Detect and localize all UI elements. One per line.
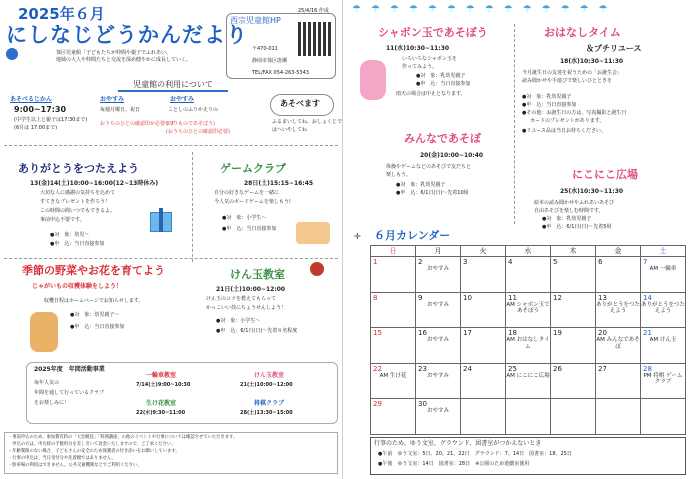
- calendar-day-number: 22: [373, 364, 382, 373]
- note-1: ・事前申込のため、参加費有料の「大会競技」「料理講座」の他のイベントや行事については確認させていただきます。: [8, 435, 238, 440]
- calendar-day-event: ありがとうをつたえよう: [641, 301, 686, 315]
- divider-vertical: [192, 152, 193, 262]
- minna-date: 20(金)10:00~10:40: [420, 152, 484, 159]
- kendama-icon: [310, 262, 324, 276]
- bubbles-line-1: いろいろなシャボン玉を: [402, 56, 457, 62]
- bubbles-note: 雨天の場合は中止となります。: [396, 91, 466, 97]
- bubbles-line-2: 作ってみよう。: [402, 64, 438, 70]
- calendar-day-cell: [551, 399, 596, 435]
- calendar-day-cell: [596, 292, 641, 328]
- calendar-day-number: 5: [553, 258, 558, 266]
- postal-code: 〒470-011: [252, 46, 278, 52]
- schedule-intro-2: 年間を通して行っているクラブ: [34, 390, 105, 396]
- calendar-day-cell: [551, 257, 596, 293]
- calendar-day-number: 17: [463, 329, 472, 338]
- nikoniko-apply: ●申 込：6/1日(日)～先着5組: [542, 224, 612, 230]
- calendar-day-cell: [416, 257, 461, 293]
- game-target: ●対 象：小学生～: [222, 215, 267, 221]
- calendar-day-number: 16: [418, 329, 427, 338]
- calendar-day-number: 15: [373, 329, 382, 338]
- calendar-day-number: 29: [373, 400, 382, 409]
- calendar-day-cell: [596, 257, 641, 293]
- minna-target: ●対 象：乳幼児親子: [396, 182, 446, 188]
- play-hours-note-1: (中学生以上と親子は17:30まで): [14, 117, 88, 123]
- calendar-day-cell: [551, 292, 596, 328]
- game-title: ゲームクラブ: [220, 162, 286, 175]
- game-date: 28日(土)15:15~16:45: [244, 180, 314, 187]
- veg-apply: ●申 込：当日直接参加: [70, 324, 125, 330]
- schedule-item-2-name: けん玉教室: [254, 372, 285, 379]
- veg-subtitle: じゃがいもの収穫体験をしよう！: [32, 283, 123, 290]
- bubbles-title: シャボン玉であそぼう: [378, 26, 488, 39]
- calendar-day-number: 30: [418, 400, 427, 409]
- weekday-wed: 水: [506, 246, 551, 257]
- minna-line-2: 楽しもう。: [386, 172, 412, 178]
- minna-line-1: 体操やゲームなどのあそびで友だちと: [386, 164, 472, 170]
- calendar-day-number: 12: [553, 293, 562, 302]
- game-line-2: 今人気のボードゲームを楽しもう!: [214, 199, 291, 205]
- calendar-day-cell: [506, 257, 551, 293]
- june-calendar: [370, 245, 686, 435]
- calendar-day-number: 9: [418, 293, 423, 302]
- weekday-tue: 火: [461, 246, 506, 257]
- schedule-item-3-date: 22(水)9:30~11:00: [136, 410, 186, 416]
- story-line-1: 今月誕生日の友達を祝うための「お誕生会」: [522, 70, 623, 76]
- bubble-note-2: はへいやしてね: [272, 127, 308, 133]
- thanks-line-4: 事前申込不要です。: [40, 217, 85, 223]
- newsletter-title: にしなじどうかんだより: [6, 23, 248, 47]
- calendar-day-cell: [371, 257, 416, 293]
- nikoniko-line-1: 絵本の読み聞かせやふれあいあそび: [534, 200, 615, 206]
- thanks-date: 13(金)14(土)10:00~16:00(12~13時休み): [30, 180, 159, 187]
- weekday-sun: 日: [371, 246, 416, 257]
- schedule-intro-1: 毎年人気の: [34, 380, 60, 386]
- bubbles-apply: ●申 込：当日直接参加: [416, 81, 471, 87]
- calendar-day-event: AM シャボン玉であそぼう: [506, 301, 550, 315]
- logo-icon: [6, 48, 18, 60]
- calendar-day-cell: [461, 257, 506, 293]
- calendar-weekday-row: [371, 246, 686, 257]
- who-line: 毎週月曜日、祝日: [100, 107, 141, 113]
- play-hours: 9:00~17:30: [14, 105, 67, 114]
- calendar-day-cell: [641, 399, 686, 435]
- calendar-day-number: 1: [373, 258, 378, 266]
- kids-playing-illustration: [296, 222, 330, 244]
- weekday-mon: 月: [416, 246, 461, 257]
- calendar-day-number: 10: [463, 293, 472, 302]
- calendar-day-event: AM 生け花: [379, 372, 407, 379]
- calendar-day-number: 27: [598, 364, 607, 373]
- who-note: おうちのひとの確認印が必要です: [100, 121, 176, 127]
- greeting-line-1: 葵区児童館「子どもたちが仲間や親子でふれあい、: [56, 50, 172, 56]
- kendama-target: ●対 象：小学生～: [216, 318, 261, 324]
- calendar-day-cell: [371, 399, 416, 435]
- calendar-day-number: 14: [643, 293, 652, 302]
- date-issued: 25/4/16 作成: [298, 8, 329, 14]
- calendar-footer-line-2: ●午後 ゆう文室：14日 図書室：28日 ※公園のため遊戯室使用: [378, 461, 530, 467]
- story-date: 18(水)10:30~11:30: [560, 58, 624, 65]
- who-title: おやすみ: [100, 96, 125, 103]
- story-apply: ●申 込：当日直接参加: [522, 102, 577, 108]
- thanks-title: ありがとうをつたえよう: [18, 162, 139, 175]
- story-title: おはなしタイム: [544, 26, 621, 39]
- calendar-title: ６月カレンダー: [374, 229, 451, 242]
- nikoniko-line-2: 自由あそびを楽しむ時間です。: [534, 208, 604, 214]
- calendar-day-number: 6: [598, 258, 603, 266]
- calendar-footer-title: 行事のため、ゆう文室、グラウンド、図書室がつかえないとき: [374, 440, 542, 447]
- minna-apply: ●申 込：6/1日(日)～先着10組: [396, 190, 469, 196]
- thanks-line-1: 大切な人に感謝の気持ちを込めて: [40, 190, 116, 196]
- schedule-item-1-name: 一輪車教室: [146, 372, 177, 379]
- calendar-day-cell: [371, 363, 416, 399]
- calendar-day-cell: [641, 328, 686, 364]
- calendar-day-number: 24: [463, 364, 472, 373]
- bubbles-target: ●対 象：乳幼児親子: [416, 73, 466, 79]
- calendar-day-cell: [461, 328, 506, 364]
- calendar-day-cell: [551, 328, 596, 364]
- calendar-day-cell: [506, 363, 551, 399]
- kendama-line-2: かっこいい技にちょうせんしよう！: [206, 305, 287, 311]
- schedule-title: 2025年度 年間活動事業: [34, 366, 105, 373]
- calendar-day-number: 25: [508, 364, 517, 373]
- usage-title: 児童館の利用について: [118, 80, 228, 92]
- thanks-line-2: すてきなプレゼントを作ろう！: [40, 199, 110, 205]
- schedule-item-4-date: 28(土)13:30~15:00: [240, 410, 293, 416]
- thanks-target: ●対 象：幼児～: [50, 232, 90, 238]
- calendar-day-cell: [551, 363, 596, 399]
- schedule-item-2-date: 21(土)10:00~12:00: [240, 382, 293, 388]
- calendar-day-cell: [596, 399, 641, 435]
- story-note-3: ●リユース品は当日お持ちください。: [522, 128, 607, 134]
- calendar-day-event: ありがとうをつたえよう: [596, 301, 641, 315]
- play-bubble-text: あそべます: [280, 99, 320, 108]
- veg-target: ●対 象：幼児親子～: [70, 312, 120, 318]
- story-line-2: 読み聞かせや手遊びで楽しいひとときを: [522, 78, 613, 84]
- note-2: 申込の方は、申込時の手数料分を差し引いて返金いたしますので、ご了承ください。: [8, 442, 176, 447]
- story-target: ●対 象：乳幼児親子: [522, 94, 572, 100]
- calendar-day-number: 13: [598, 293, 607, 302]
- note-4: ・行事の申込は、当日受付分や先着順ではありません。: [8, 456, 116, 461]
- closed-note-2: (おうちのひとの確認印必要): [166, 129, 230, 135]
- calendar-day-cell: [371, 292, 416, 328]
- center-name[interactable]: 西宗児童館HP: [230, 16, 281, 25]
- thanks-apply: ●申 込：当日直接参加: [50, 241, 105, 247]
- story-note-1: ●その他：お誕生日の方は、写真撮影と誕生日: [522, 110, 627, 116]
- calendar-day-number: 18: [508, 329, 517, 338]
- bubble-note-1: ふるまいしてね、おしょくじで: [272, 119, 343, 125]
- calendar-week-row: [371, 328, 686, 364]
- kendama-date: 21日(土)10:00~12:00: [216, 286, 286, 293]
- farmer-illustration: [30, 312, 58, 352]
- veg-title: 季節の野菜やお花を育てよう: [22, 264, 165, 277]
- schedule-item-3-name: 生け花教室: [146, 400, 177, 407]
- calendar-day-cell: [641, 257, 686, 293]
- bubbles-date: 11(水)10:30~11:30: [386, 45, 450, 52]
- calendar-day-event: おやすみ: [426, 266, 449, 272]
- veg-line-1: 収穫日程はホームページでお知らせします。: [44, 298, 144, 304]
- calendar-day-number: 11: [508, 293, 517, 302]
- story-note-2: カードのプレゼントがあります。: [530, 118, 605, 124]
- calendar-day-cell: [461, 399, 506, 435]
- calendar-day-event: おやすみ: [426, 408, 449, 415]
- game-apply: ●申 込：当日直接参加: [222, 226, 277, 232]
- schedule-intro-3: をお楽しみに！: [34, 400, 70, 406]
- calendar-day-cell: [416, 292, 461, 328]
- closed-note-1: (のりものであそぼう): [166, 121, 215, 127]
- calendar-day-cell: [416, 399, 461, 435]
- closed-title: おやすみ: [170, 96, 195, 103]
- schedule-item-4-name: 将棋クラブ: [254, 400, 285, 407]
- divider: [4, 145, 338, 146]
- tel-fax: TEL/FAX 054-263-5343: [252, 70, 309, 76]
- calendar-footer-line-1: ●午前 ゆう文室：5日、20、21、22日 グラウンド：7、14日 図書室：18、25日: [378, 451, 572, 457]
- kendama-title: けん玉教室: [230, 268, 285, 281]
- calendar-day-event: PM 将棋 ゲームクラブ: [643, 372, 683, 386]
- weekday-sat: 土: [641, 246, 686, 257]
- calendar-day-number: 28: [643, 364, 652, 373]
- weekday-thu: 木: [551, 246, 596, 257]
- thanks-line-3: この時間の間いつでもできるよ。: [40, 208, 116, 214]
- newsletter-page-left: [0, 0, 343, 479]
- calendar-day-number: 23: [418, 364, 427, 373]
- story-subtitle: ＆プチリユース: [586, 44, 642, 53]
- play-hours-note-2: (6月は 17:00まで): [14, 125, 58, 131]
- schedule-item-1-date: 7/14(土)9:00~10:30: [136, 382, 191, 388]
- move-handle-icon[interactable]: ✛: [354, 232, 361, 241]
- nikoniko-title: にこにこ広場: [572, 168, 638, 181]
- calendar-day-cell: [416, 328, 461, 364]
- calendar-day-cell: [506, 328, 551, 364]
- game-line-1: 自分の好きなゲームを一緒に: [214, 190, 280, 196]
- divider: [4, 258, 338, 259]
- calendar-day-number: 2: [418, 258, 423, 266]
- calendar-day-event: AM おはなしタイム: [506, 337, 550, 350]
- greeting-line-2: 地域の大人や仲間たちと交流を深め健やかに成長していく。: [56, 57, 191, 63]
- calendar-day-event: AM けん玉: [649, 337, 677, 344]
- calendar-day-number: 26: [553, 364, 562, 373]
- calendar-day-number: 3: [463, 258, 468, 266]
- qr-code-icon[interactable]: [298, 22, 332, 56]
- minna-title: みんなであそぼ: [404, 132, 481, 145]
- calendar-day-event: おやすみ: [426, 301, 449, 308]
- calendar-day-event: おやすみ: [426, 337, 449, 344]
- calendar-day-number: 20: [598, 329, 607, 338]
- calendar-day-number: 8: [373, 293, 378, 302]
- calendar-day-cell: [596, 328, 641, 364]
- calendar-day-cell: [641, 363, 686, 399]
- note-3: ・年齢制限のない場合、子どもさんの安全のため保護者の付き添いをお願いしています。: [8, 449, 180, 454]
- calendar-week-row: [371, 399, 686, 435]
- calendar-week-row: [371, 292, 686, 328]
- calendar-day-event: おやすみ: [426, 372, 449, 379]
- calendar-day-event: AM 一輪車: [649, 266, 677, 272]
- calendar-day-number: 21: [643, 329, 652, 338]
- calendar-day-event: AM みんなであそぼ: [596, 337, 640, 350]
- issue-label: 2025年６月: [18, 5, 105, 23]
- calendar-day-cell: [461, 292, 506, 328]
- calendar-day-cell: [416, 363, 461, 399]
- girl-bubbles-illustration: [360, 60, 386, 100]
- calendar-day-cell: [506, 292, 551, 328]
- closed-line: ことしのふりかえりの: [168, 107, 219, 113]
- umbrella-border-icon: ☂☂☂☂☂☂☂☂☂☂☂☂☂☂: [352, 4, 618, 15]
- calendar-day-cell: [461, 363, 506, 399]
- kendama-apply: ●申 込：6/1日(日)～先着８名程度: [216, 328, 298, 334]
- address: 静岡市葵区唐瀬: [252, 58, 288, 64]
- calendar-day-cell: [371, 328, 416, 364]
- calendar-day-cell: [506, 399, 551, 435]
- gift-ribbon-icon: [159, 208, 163, 232]
- note-5: ・駐車場の利用はできません。公共交通機関などでご利用ください。: [8, 463, 142, 468]
- calendar-day-cell: [596, 363, 641, 399]
- weekday-fri: 金: [596, 246, 641, 257]
- calendar-day-cell: [641, 292, 686, 328]
- divider-vertical: [514, 24, 515, 224]
- calendar-week-row: [371, 363, 686, 399]
- calendar-day-event: AM にこにこ広場: [506, 372, 550, 379]
- play-hours-title: あそべるじかん: [10, 96, 53, 103]
- calendar-day-number: 4: [508, 258, 513, 266]
- calendar-week-row: [371, 257, 686, 293]
- calendar-day-number: 19: [553, 329, 562, 338]
- calendar-day-number: 7: [643, 258, 648, 266]
- kendama-line-1: けん玉のコツを教えてもらって: [206, 296, 277, 302]
- nikoniko-date: 25(水)10:30~11:30: [560, 188, 624, 195]
- nikoniko-target: ●対 象：乳幼児親子: [542, 216, 592, 222]
